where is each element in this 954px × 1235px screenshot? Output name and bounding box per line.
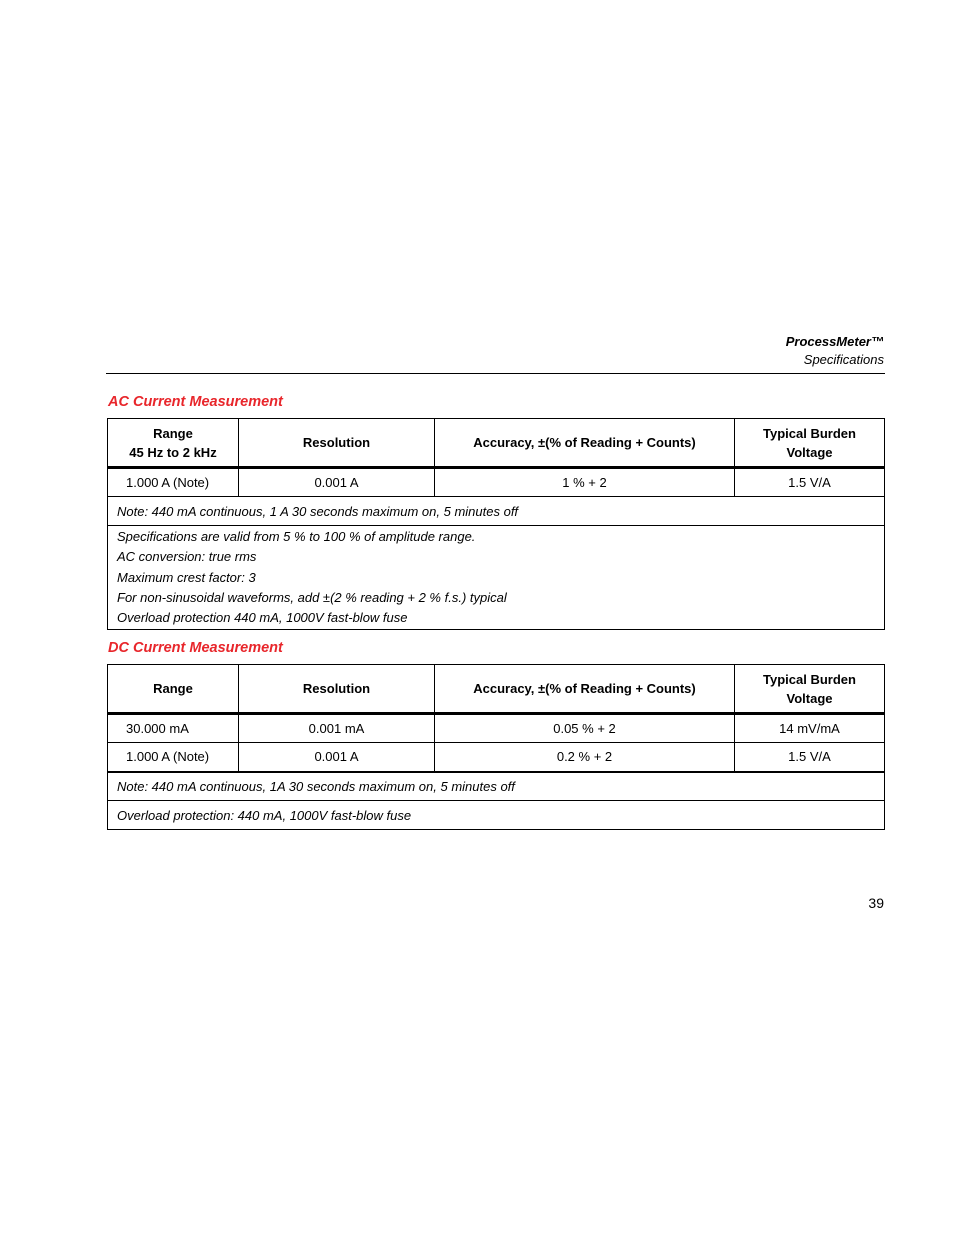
dc-header-accuracy: Accuracy, ±(% of Reading + Counts): [435, 665, 735, 714]
running-header-title: ProcessMeter™: [785, 334, 884, 349]
ac-header-row: [108, 419, 885, 468]
dc-row-resolution: 0.001 mA: [239, 714, 435, 743]
dc-row-burden: 14 mV/mA: [735, 714, 885, 743]
ac-header-range-line2: 45 Hz to 2 kHz: [129, 444, 217, 460]
dc-header-burden: [735, 665, 885, 714]
dc-overload-row: [108, 801, 885, 830]
dc-header-burden-line1: Typical Burden: [763, 671, 856, 687]
ac-header-range-line1: Range: [153, 425, 193, 441]
dc-section-title: DC Current Measurement: [108, 640, 283, 656]
ac-spec-line: AC conversion: true rms: [117, 549, 257, 565]
ac-spec-line: Specifications are valid from 5 % to 100 % of amplitude range.: [117, 529, 476, 544]
ac-current-table: [107, 418, 885, 630]
ac-spec-line: For non-sinusoidal waveforms, add ±(2 % reading + 2 % f.s.) typical: [117, 589, 507, 605]
header-divider: [106, 373, 885, 374]
dc-row-accuracy: 0.2 % + 2: [435, 743, 735, 772]
dc-row-accuracy: 0.05 % + 2: [435, 714, 735, 743]
ac-header-resolution: Resolution: [239, 419, 435, 468]
page-number: 39: [868, 895, 884, 911]
running-header-subtitle: Specifications: [803, 352, 884, 367]
ac-header-range: [108, 419, 239, 468]
dc-note: Note: 440 mA continuous, 1A 30 seconds maximum on, 5 minutes off: [108, 772, 885, 801]
ac-header-burden-line2: Voltage: [786, 444, 833, 460]
ac-header-accuracy: Accuracy, ±(% of Reading + Counts): [435, 419, 735, 468]
dc-row-range: 1.000 A (Note): [108, 743, 239, 772]
ac-spec-line: Maximum crest factor: 3: [117, 569, 256, 585]
ac-row-burden: 1.5 V/A: [735, 468, 885, 497]
ac-specs: [108, 526, 885, 630]
ac-row-range: 1.000 A (Note): [108, 468, 239, 497]
dc-header-range: Range: [108, 665, 239, 714]
dc-row-range: 30.000 mA: [108, 714, 239, 743]
dc-header-burden-line2: Voltage: [786, 690, 833, 706]
ac-header-burden: [735, 419, 885, 468]
table-row: [108, 743, 885, 772]
ac-note-row: [108, 497, 885, 526]
dc-header-resolution: Resolution: [239, 665, 435, 714]
dc-row-burden: 1.5 V/A: [735, 743, 885, 772]
dc-overload: Overload protection: 440 mA, 1000V fast-blow fuse: [108, 801, 885, 830]
ac-spec-line: Overload protection 440 mA, 1000V fast-blow fuse: [117, 610, 408, 626]
dc-row-resolution: 0.001 A: [239, 743, 435, 772]
table-row: [108, 468, 885, 497]
ac-section-title: AC Current Measurement: [108, 394, 283, 410]
dc-header-row: [108, 665, 885, 714]
ac-note: Note: 440 mA continuous, 1 A 30 seconds maximum on, 5 minutes off: [108, 497, 885, 526]
dc-current-table: [107, 664, 885, 830]
dc-note-row: [108, 772, 885, 801]
table-row: [108, 714, 885, 743]
ac-row-accuracy: 1 % + 2: [435, 468, 735, 497]
ac-row-resolution: 0.001 A: [239, 468, 435, 497]
ac-header-burden-line1: Typical Burden: [763, 425, 856, 441]
ac-specs-row: [108, 526, 885, 630]
